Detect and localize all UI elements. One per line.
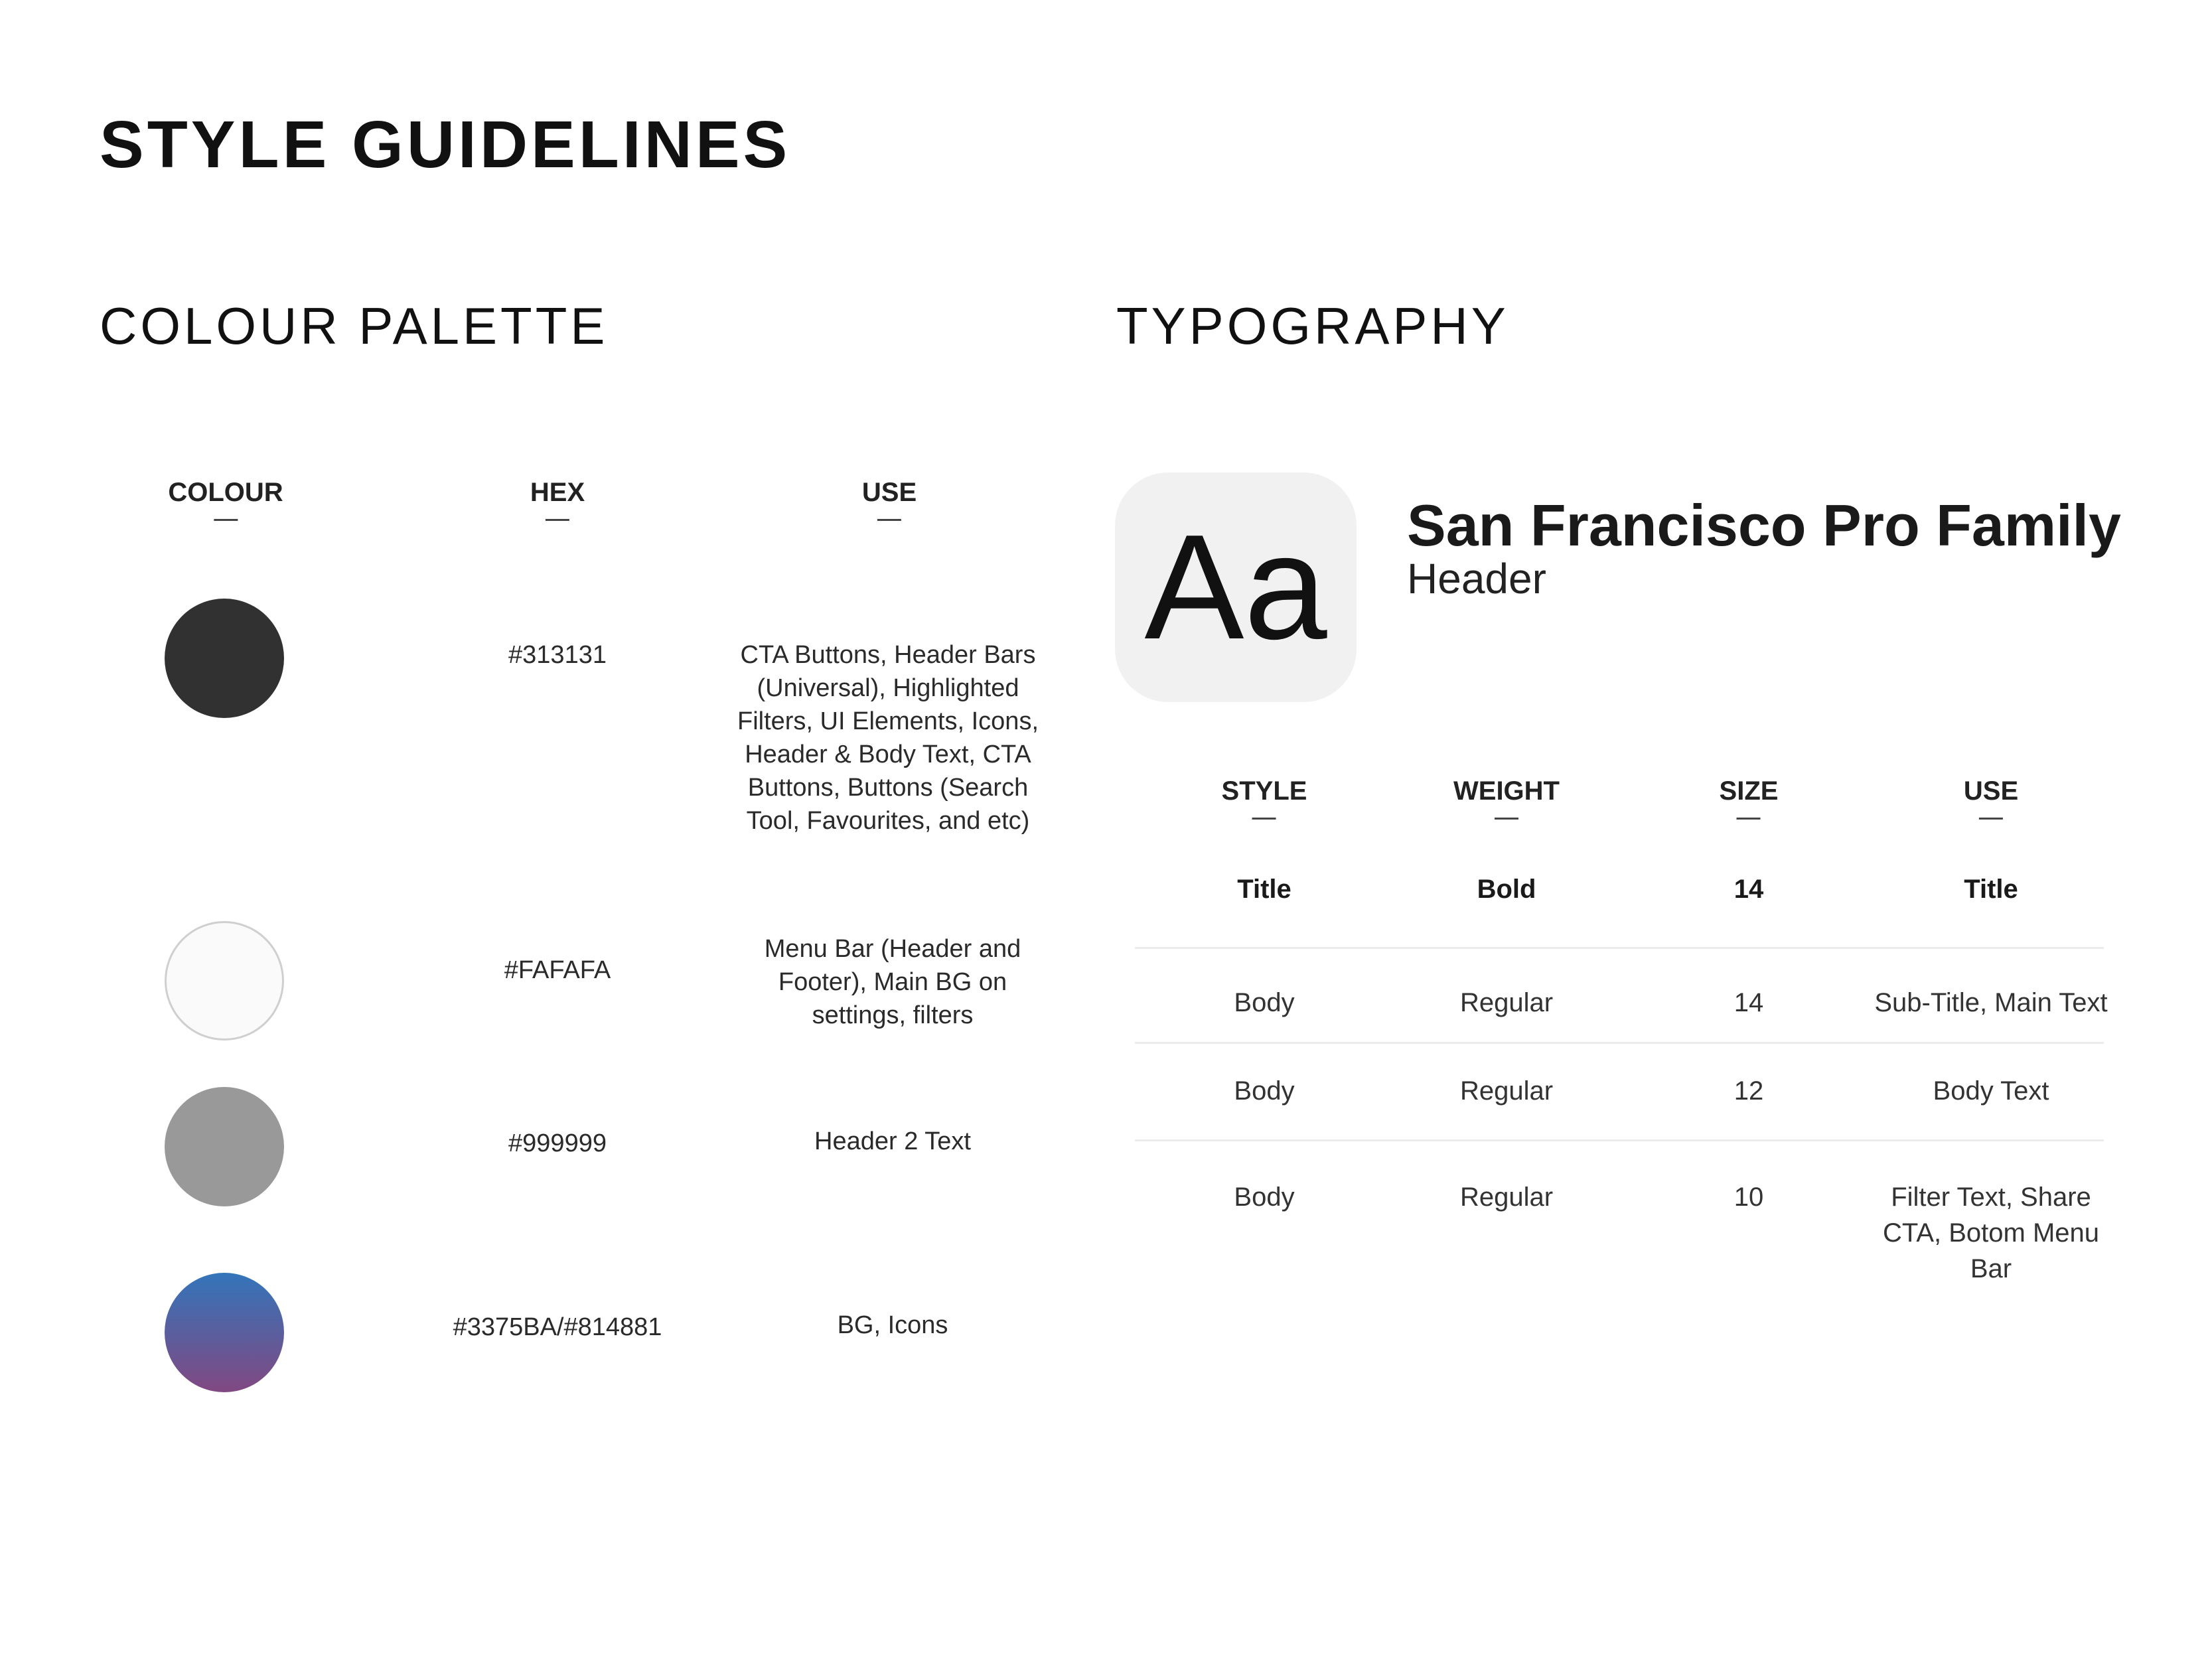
font-family-name: San Francisco Pro Family [1407,492,2121,558]
hex-value: #FAFAFA [504,956,611,984]
type-size: 10 [1733,1183,1764,1212]
hex-value: #313131 [508,641,607,669]
use-column-label: USE [861,478,917,507]
type-weight: Regular [1459,988,1554,1017]
type-use: Title [1964,875,2018,904]
row-divider [1135,1139,2104,1141]
type-use: Sub-Title, Main Text [1874,988,2108,1017]
type-use: Body Text [1933,1076,2049,1106]
type-size: 14 [1733,988,1764,1017]
style-column-label: STYLE [1221,776,1307,806]
colour-palette-heading: COLOUR PALETTE [100,297,609,355]
colour-use-text: BG, Icons [837,1311,948,1339]
header-dash [1979,818,2003,820]
type-use-column-header [1964,778,2018,820]
size-column-header [1720,778,1779,820]
use-column-header [862,479,917,521]
header-dash [1495,818,1518,820]
type-style: Body [1234,988,1295,1017]
font-sample-glyphs: Aa [1144,503,1327,670]
type-use-column-label: USE [1963,776,2019,806]
type-weight: Regular [1459,1183,1554,1212]
header-dash [546,519,569,521]
colour-column-header [168,479,283,521]
font-sample-card [1115,472,1357,702]
type-use: Filter Text, Share CTA, Botom Menu Bar [1882,1183,2100,1283]
colour-swatch-grey [165,1087,284,1206]
hex-value: #999999 [508,1129,607,1157]
hex-column-label: HEX [530,478,585,507]
header-dash [1252,818,1276,820]
row-divider [1135,947,2104,949]
type-size: 14 [1733,875,1764,904]
header-dash [877,519,901,521]
weight-column-header [1453,778,1560,820]
type-style: Body [1234,1183,1295,1212]
colour-column-label: COLOUR [168,478,283,507]
hex-column-header [530,479,585,521]
header-dash [214,519,238,521]
colour-use-text: Menu Bar (Header and Footer), Main BG on settings, filters [764,935,1021,1029]
typography-heading: TYPOGRAPHY [1116,297,1509,355]
colour-use-text: CTA Buttons, Header Bars (Universal), Highlighted Filters, UI Elements, Icons, Header & Body Text, CTA Buttons, Buttons (Search Tool, Favourites, and etc) [737,641,1039,835]
row-divider [1135,1042,2104,1044]
colour-swatch-dark [165,599,284,718]
colour-use-text: Header 2 Text [814,1127,971,1155]
type-style: Title [1237,875,1291,904]
style-column-header [1222,778,1307,820]
size-column-label: SIZE [1719,776,1779,806]
colour-swatch-gradient [165,1273,284,1392]
hex-value: #3375BA/#814881 [453,1313,662,1341]
type-size: 12 [1733,1076,1764,1106]
type-weight: Bold [1477,875,1536,904]
header-dash [1737,818,1761,820]
page-title: STYLE GUIDELINES [100,108,791,182]
weight-column-label: WEIGHT [1453,776,1560,806]
type-weight: Regular [1459,1076,1554,1106]
colour-swatch-light [165,921,284,1041]
font-family-role: Header [1407,555,1546,603]
type-style: Body [1234,1076,1295,1106]
